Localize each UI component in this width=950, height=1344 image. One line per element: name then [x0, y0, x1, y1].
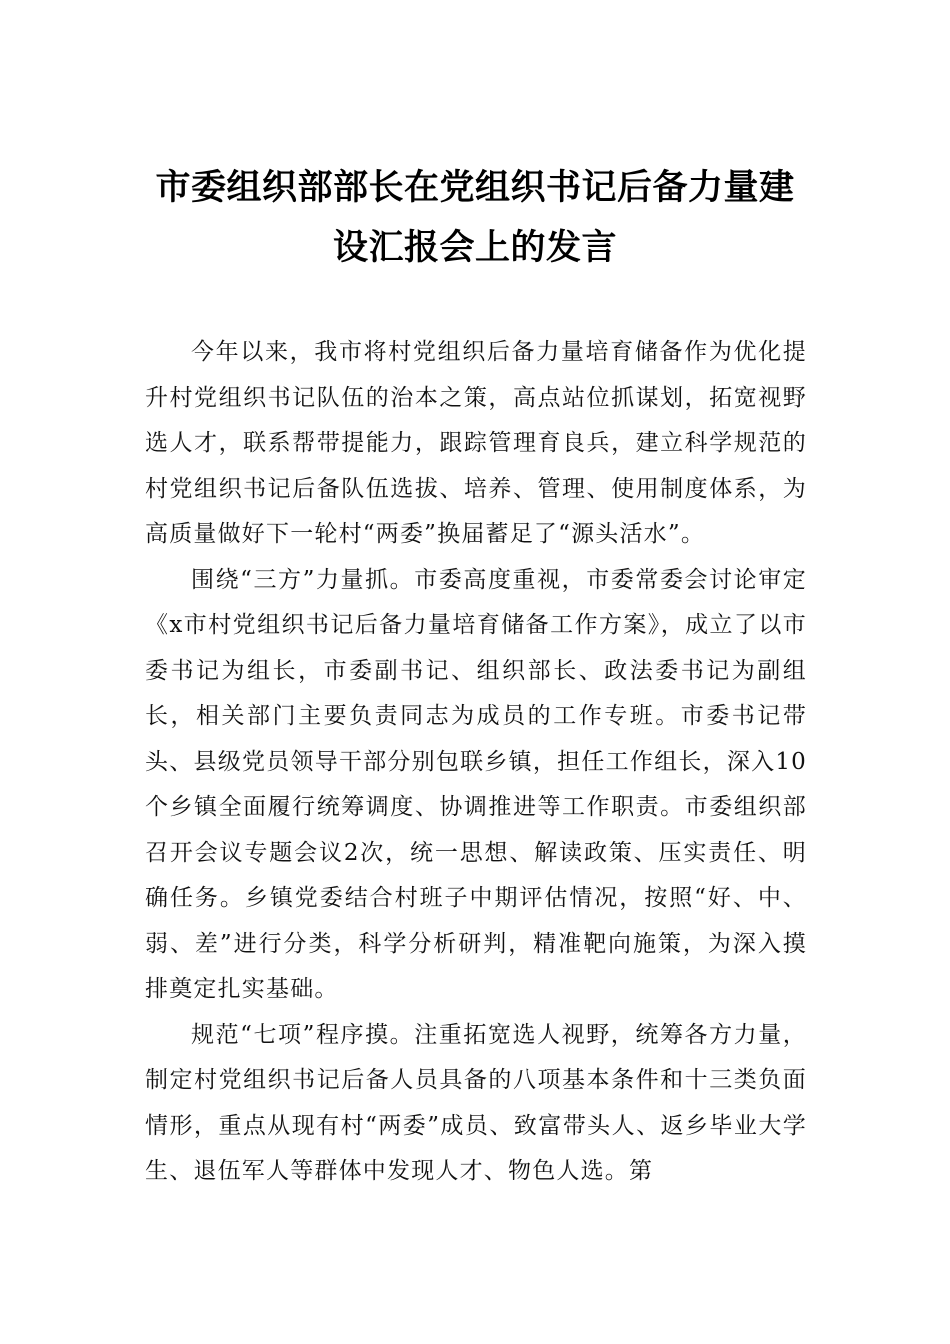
- document-title: 市委组织部部长在党组织书记后备力量建设汇报会上的发言: [155, 167, 795, 268]
- paragraph: 规范“七项”程序摸。注重拓宽选人视野，统筹各方力量，制定村党组织书记后备人员具备的八项基本条件和十三类负面情形，重点从现有村“两委”成员、致富带头人、返乡毕业大学生、退伍军人等群体中发现人才、物色人选。第: [145, 1021, 807, 1184]
- paragraph: 今年以来，我市将村党组织后备力量培育储备作为优化提升村党组织书记队伍的治本之策，高点站位抓谋划，拓宽视野选人才，联系帮带提能力，跟踪管理育良兵，建立科学规范的村党组织书记后备队伍选拔、培养、管理、使用制度体系，为高质量做好下一轮村“两委”换届蓄足了“源头活水”。: [145, 339, 807, 547]
- paragraph: 围绕“三方”力量抓。市委高度重视，市委常委会讨论审定《x市村党组织书记后备力量培育储备工作方案》，成立了以市委书记为组长，市委副书记、组织部长、政法委书记为副组长，相关部门主要负责同志为成员的工作专班。市委书记带头、县级党员领导干部分别包联乡镇，担任工作组长，深入10个乡镇全面履行统筹调度、协调推进等工作职责。市委组织部召开会议专题会议2次，统一思想、解读政策、压实责任、明确任务。乡镇党委结合村班子中期评估情况，按照“好、中、弱、差”进行分类，科学分析研判，精准靶向施策，为深入摸排奠定扎实基础。: [145, 566, 807, 1002]
- document-body: [145, 330, 807, 1195]
